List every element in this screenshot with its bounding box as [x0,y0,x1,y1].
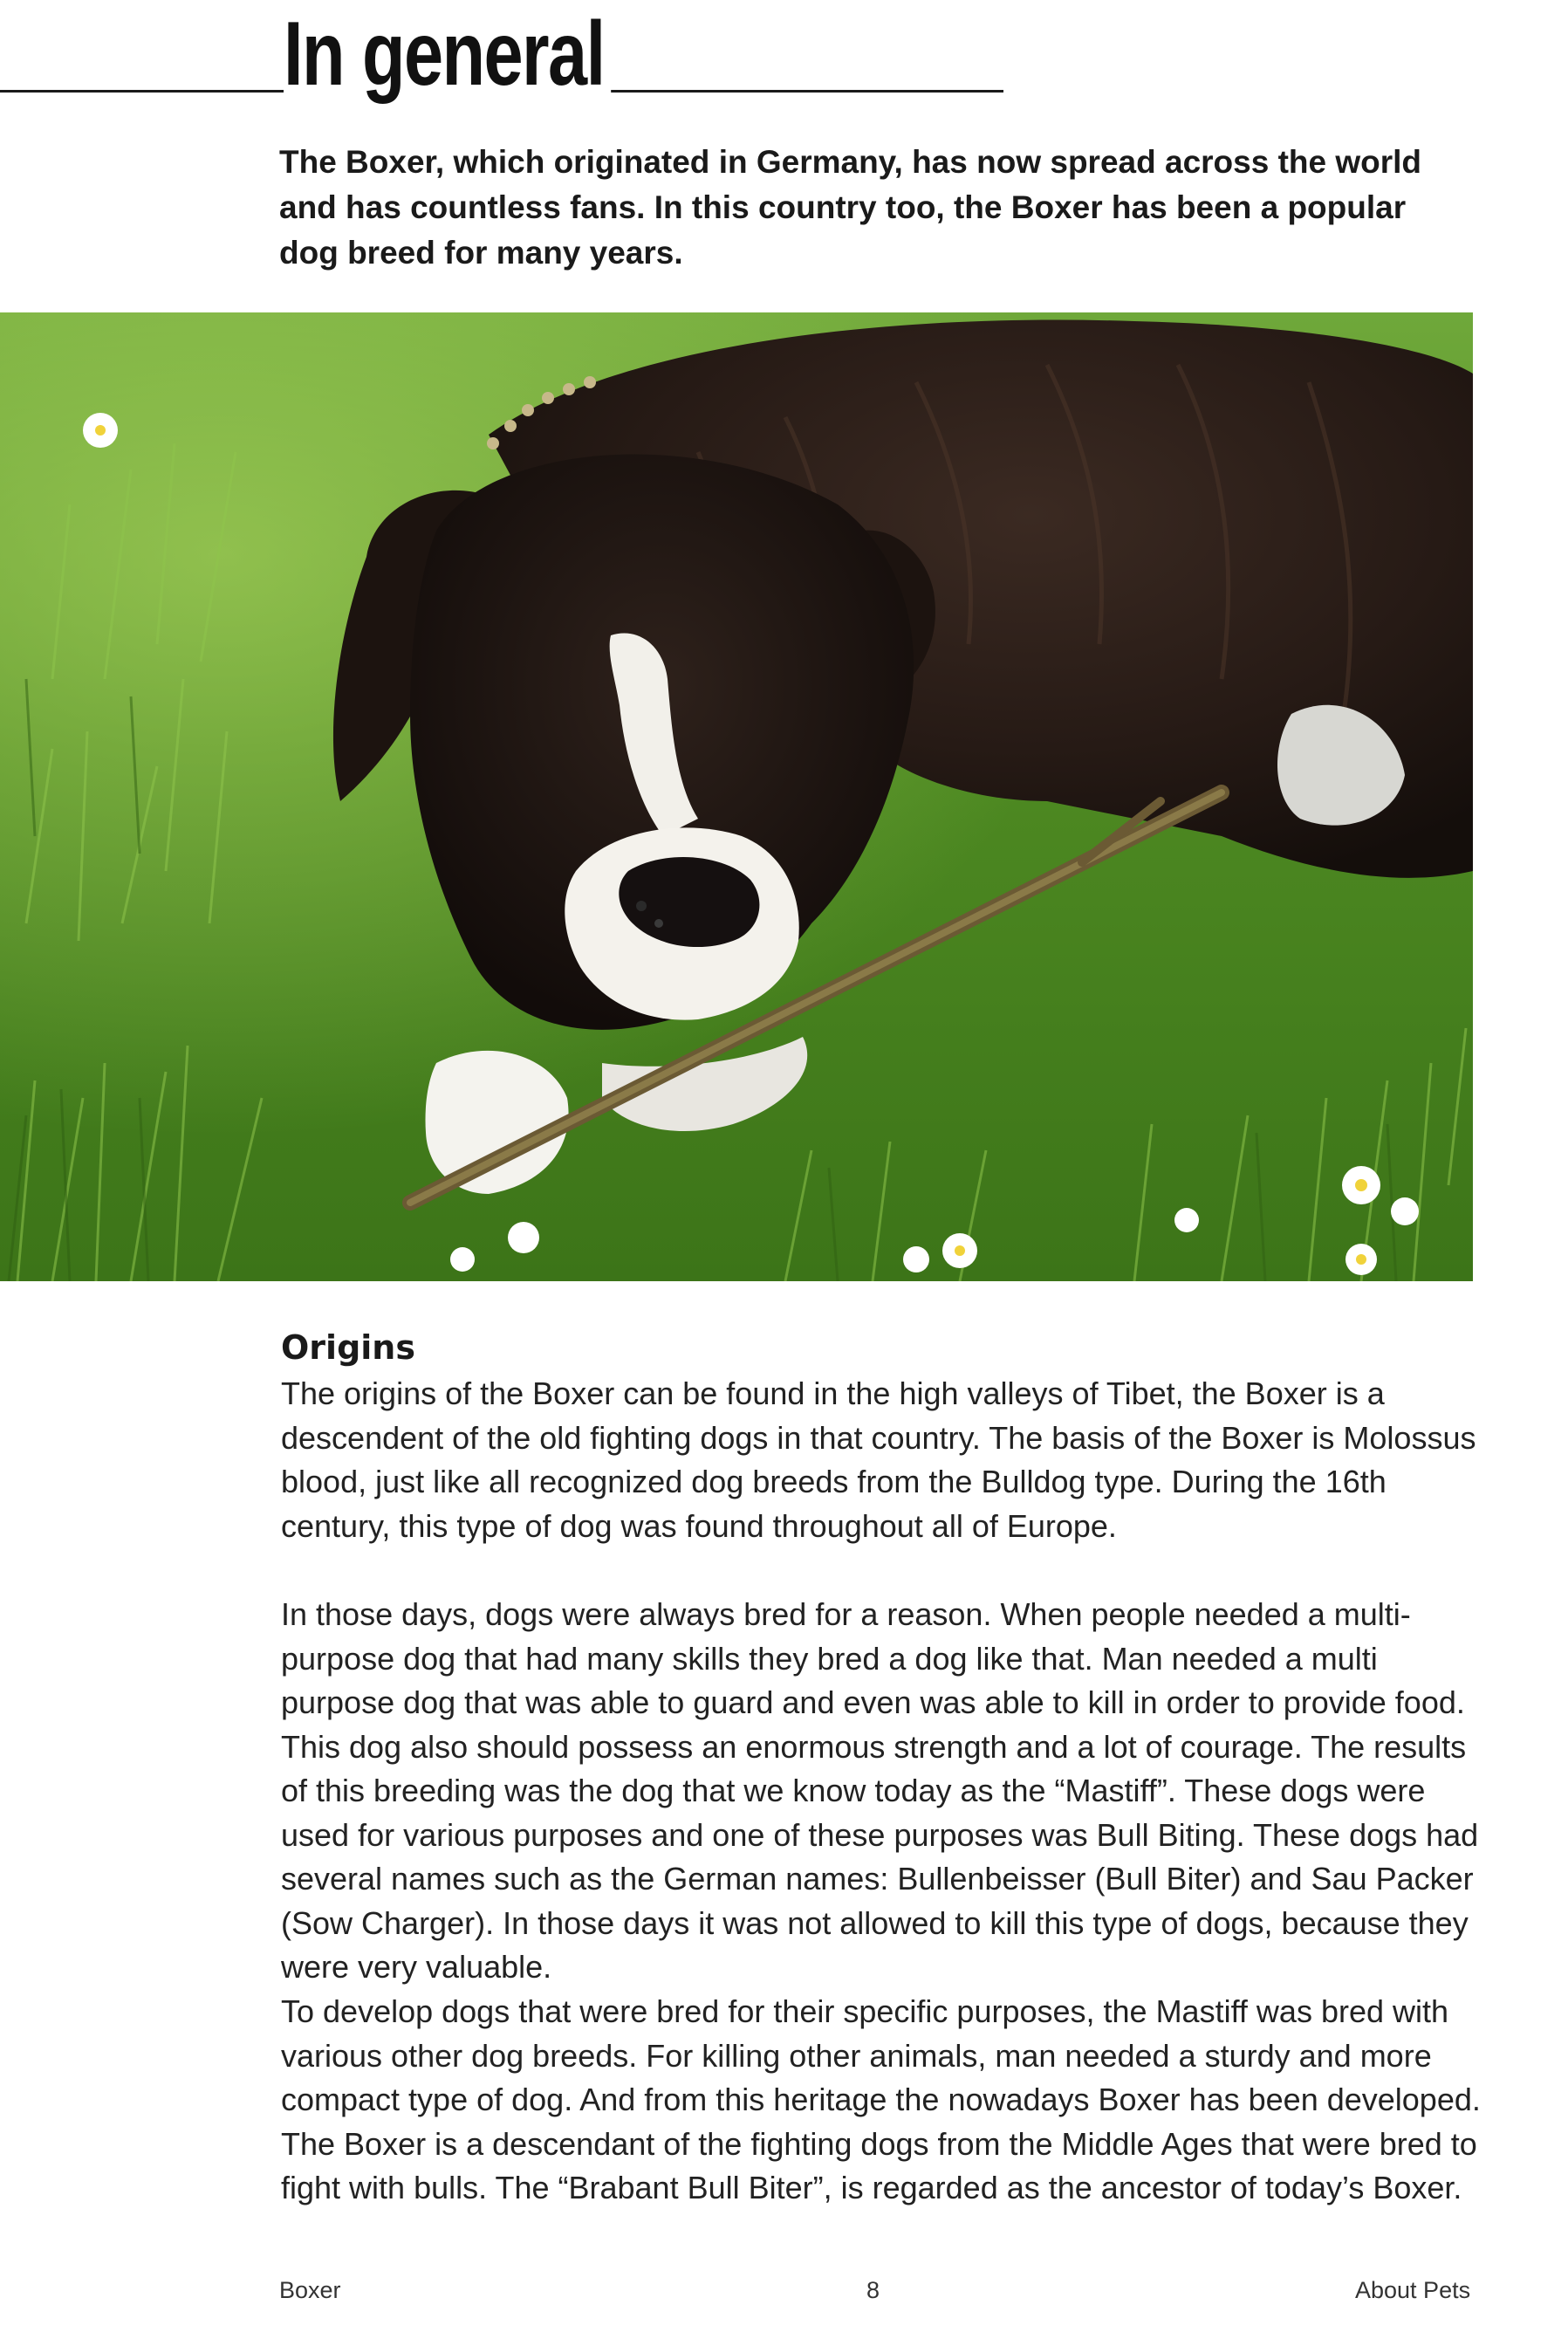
body-paragraph-2: In those days, dogs were always bred for a reason. When people needed a multi-purpose dog that had many skills they bred a dog like that. Man needed a multi purpose dog that was able to guard and even was able to kill in order to provide food. This dog also should possess an enormous strength and a lot of courage. The results of this breeding was the dog that we know today as the “Mastiff”. These dogs were used for various purposes and one of these purposes was Bull Biting. These dogs had several names such as the German names: Bullenbeisser (Bull Biter) and Sau Packer (Sow Charger). In those days it was not allowed to kill this type of dogs, because they were very valuable. [281,1596,1479,1985]
page-title: In general [284,9,611,99]
boxer-photo [0,312,1473,1281]
footer-book-title: Boxer [279,2277,341,2303]
body-paragraph-3: To develop dogs that were bred for their specific purposes, the Mastiff was bred with various other dog breeds. For killing other animals, man needed a sturdy and more compact type of dog. And from this heritage the nowadays Boxer has been developed. The Boxer is a descendant of the fighting dogs from the Middle Ages that were bred to fight with bulls. The “Brabant Bull Biter”, is regarded as the ancestor of today’s Boxer. [281,1993,1481,2205]
boxer-photo-illustration [0,312,1473,1281]
body-paragraph-1: The origins of the Boxer can be found in the high valleys of Tibet, the Boxer is a descendent of the old fighting dogs in that country. The basis of the Boxer is Molossus blood, just like all recognized dog breeds from the Bulldog type. During the 16th century, this type of dog was found throughout all of Europe. [281,1375,1476,1544]
footer-page-number: 8 [866,2277,880,2303]
intro-paragraph: The Boxer, which originated in Germany, has now spread across the world and has countless fans. In this country too, the Boxer has been a popular dog breed for many years. [279,144,1422,271]
footer-series-name: About Pets [1355,2277,1471,2303]
section-heading-origins: Origins [281,1328,415,1367]
